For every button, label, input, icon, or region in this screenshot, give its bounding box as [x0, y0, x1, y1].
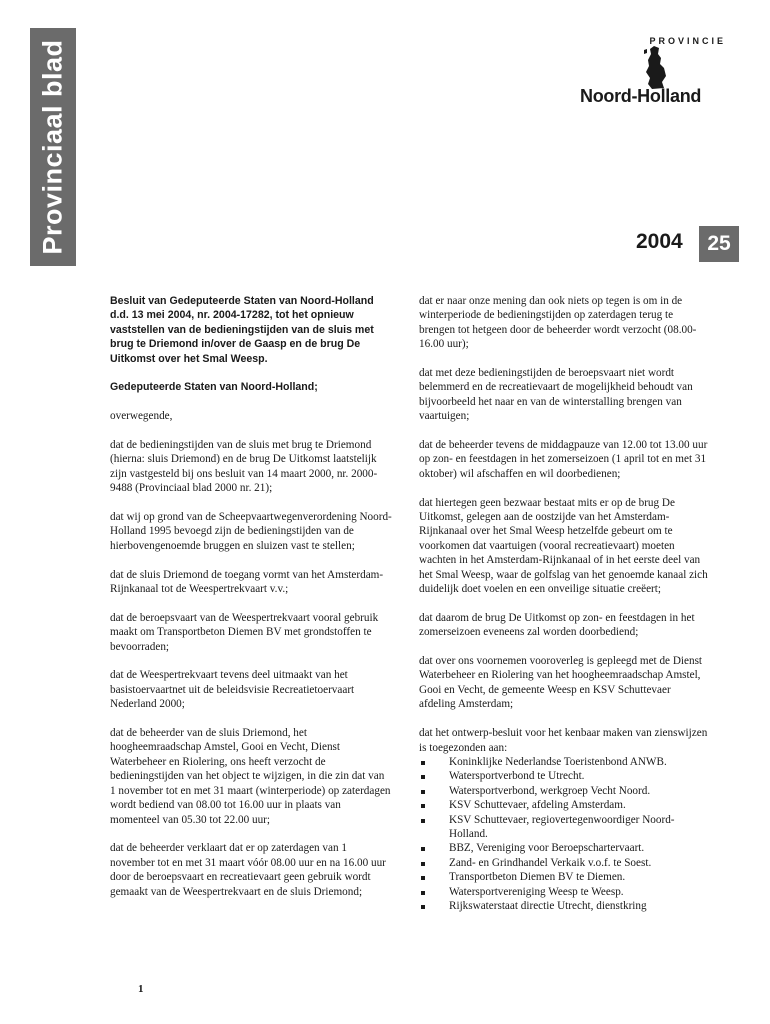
issue-number: 25 — [707, 232, 731, 255]
paragraph: dat over ons voornemen vooroverleg is gepleegd met de Dienst Waterbeheer en Riolering van het hoogheemraadschap Amstel, Gooi en Vecht, de gemeente Weesp en KSV Schuttevaer afdeling Amsterdam; — [419, 655, 703, 711]
recipients-intro: dat het ontwerp-besluit voor het kenbaar maken van zienswijzen is toegezonden aan: — [419, 727, 708, 754]
province-map-icon — [640, 44, 670, 90]
list-item: Rijkswaterstaat directie Utrecht, dienstkring — [419, 899, 709, 913]
right-column — [419, 294, 709, 913]
subheading: Gedeputeerde Staten van Noord-Holland; — [110, 381, 318, 394]
list-item: BBZ, Vereniging voor Beroepschartervaart. — [419, 841, 709, 855]
paragraph: dat wij op grond van de Scheepvaartwegenverordening Noord-Holland 1995 bevoegd zijn de bedieningstijden van de hierbovengenoemde bruggen en sluizen vast te stellen; — [110, 511, 392, 552]
list-item: Watersportvereniging Weesp te Weesp. — [419, 885, 709, 899]
list-item: Watersportverbond te Utrecht. — [419, 769, 709, 783]
list-item: Koninklijke Nederlandse Toeristenbond ANWB. — [419, 755, 709, 769]
paragraph: dat de sluis Driemond de toegang vormt van het Amsterdam-Rijnkanaal tot de Weespertrekvaart v.v.; — [110, 568, 384, 596]
left-column — [110, 294, 392, 913]
paragraph: dat de beheerder van de sluis Driemond, het hoogheemraadschap Amstel, Gooi en Vecht, Dienst Waterbeheer en Riolering, ons heeft verzocht de bedieningstijden van het object te wijzigen, in die zin dat van 1 november tot en met 31 maart (winterperiode) op zaterdagen wordt bediend van 08.00 tot 16.00 uur in plaats van momenteel van 05.30 tot 22.00 uur; — [110, 727, 391, 826]
decision-title: Besluit van Gedeputeerde Staten van Noord-Holland d.d. 13 mei 2004, nr. 2004-17282, tot het opnieuw vaststellen van de bedieningstijden van de sluis met brug te Driemond in/over de Gaasp en de brug De Uitkomst over het Smal Weesp. — [110, 295, 374, 365]
logo-name: Noord-Holland — [580, 86, 702, 106]
list-item: Watersportverbond, werkgroep Vecht Noord. — [419, 784, 709, 798]
list-item: Transportbeton Diemen BV te Diemen. — [419, 870, 709, 884]
paragraph: dat de Weespertrekvaart tevens deel uitmaakt van het basistoervaartnet uit de beleidsvisie Recreatietoervaart Nederland 2000; — [110, 669, 355, 711]
page-number: 1 — [138, 983, 144, 995]
logo-provincie-text: PROVINCIE — [649, 36, 726, 46]
provinciaal-blad-banner — [30, 28, 76, 266]
paragraph: dat daarom de brug De Uitkomst op zon- en feestdagen in het zomerseizoen eveneens zal worden doorbediend; — [419, 611, 695, 639]
recipients-list — [419, 755, 709, 913]
paragraph: overwegende, — [110, 410, 173, 423]
list-item: Zand- en Grindhandel Verkaik v.o.f. te Soest. — [419, 856, 709, 870]
list-item: KSV Schuttevaer, afdeling Amsterdam. — [419, 798, 709, 812]
paragraph: dat de beroepsvaart van de Weespertrekvaart vooral gebruik maakt om Transportbeton Diemen BV met grondstoffen te bevoorraden; — [110, 611, 379, 653]
banner-label: Provinciaal blad — [37, 39, 68, 255]
paragraph: dat hiertegen geen bezwaar bestaat mits er op de brug De Uitkomst, gelegen aan de oostzijde van het Amsterdam-Rijnkanaal over het Smal Weesp hetzelfde gebeurt om te voorkomen dat vaartuigen (vooral recreatievaart) moeten wachten in het Amsterdam-Rijnkanaal of in het eerste deel van het Smal Weesp, waar de golfslag van het genoemde kanaal zich duidelijk doet voelen en een onveilige situatie creëert; — [419, 496, 708, 596]
paragraph: dat de beheerder tevens de middagpauze van 12.00 tot 13.00 uur op zon- en feestdagen in het zomerseizoen (1 april tot en met 31 oktober) wil afschaffen en wil doorbedienen; — [419, 439, 708, 480]
paragraph: dat met deze bedieningstijden de beroepsvaart niet wordt belemmerd en de recreatievaart de mogelijkheid behoudt van bijvoorbeeld het naar en van de winterstalling brengen van vaartuigen; — [419, 367, 693, 423]
list-item: KSV Schuttevaer, regiovertegenwoordiger Noord-Holland. — [419, 813, 709, 842]
provincie-logo — [580, 36, 730, 116]
issue-year: 2004 — [636, 230, 683, 253]
paragraph: dat er naar onze mening dan ook niets op tegen is om in de winterperiode de bedieningstijden op zaterdagen terug te brengen tot hetgeen door de beheerder wordt verzocht (08.00-16.00 uur); — [419, 295, 697, 351]
issue-number-badge — [699, 226, 739, 262]
paragraph: dat de beheerder verklaart dat er op zaterdagen van 1 november tot en met 31 maart vóór 08.00 uur en na 16.00 uur door de beroepsvaart en recreatievaart geen gebruik wordt gemaakt van de Weespertrekvaart en de sluis Driemond; — [110, 842, 386, 898]
paragraph: dat de bedieningstijden van de sluis met brug te Driemond (hierna: sluis Driemond) en de brug De Uitkomst laatstelijk zijn vastgesteld bij ons besluit van 14 maart 2000, nr. 2000-9488 (Provinciaal blad 2000 nr. 21); — [110, 439, 378, 495]
